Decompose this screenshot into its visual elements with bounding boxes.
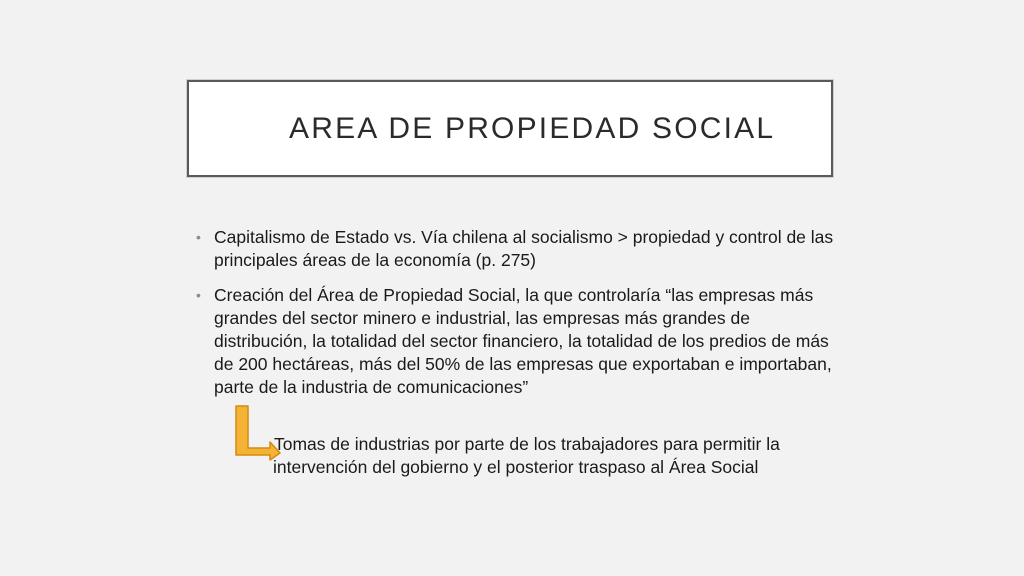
- bullet-marker: •: [196, 229, 201, 245]
- sub-point-line-2: intervención del gobierno y el posterior traspaso al Área Social: [273, 457, 759, 477]
- bullet-marker: •: [196, 287, 201, 303]
- bullet-text: Capitalismo de Estado vs. Vía chilena al socialismo > propiedad y control de las principales áreas de la economía (p. 275): [214, 227, 834, 270]
- bullet-item: [196, 226, 836, 272]
- sub-point-text: [273, 433, 833, 479]
- title-box: [187, 80, 833, 177]
- bullet-text: Creación del Área de Propiedad Social, la que controlaría “las empresas más grandes del sector minero e industrial, las empresas más grandes de distribución, la totalidad del sector financiero, la totalidad de los predios de más de 200 hectáreas, más del 50% de las empresas que exportaban e importaban, parte de la industria de comunicaciones”: [214, 285, 832, 397]
- slide-title: AREA DE PROPIEDAD SOCIAL: [289, 112, 776, 145]
- bullet-list: [196, 226, 836, 411]
- bullet-item: [196, 284, 836, 399]
- sub-point-line-1: Tomas de industrias por parte de los trabajadores para permitir la: [274, 434, 780, 454]
